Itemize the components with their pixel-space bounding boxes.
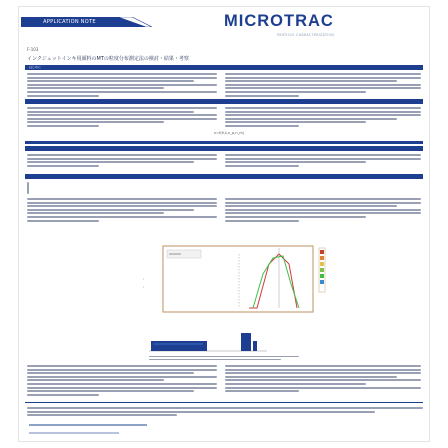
footer-line-2 bbox=[29, 432, 119, 434]
svg-text::: : bbox=[143, 285, 145, 289]
section-bar-3 bbox=[25, 141, 423, 144]
section-bar-4 bbox=[25, 174, 423, 179]
text-column-right-1 bbox=[225, 73, 421, 98]
brand-subtitle: PARTICLE CHARACTERIZATION bbox=[277, 33, 335, 37]
swoosh-decoration bbox=[118, 17, 152, 27]
bar-2 bbox=[241, 333, 251, 351]
figure-2-chart bbox=[149, 329, 269, 355]
section-bar-3b bbox=[25, 146, 423, 151]
text-column-left-4 bbox=[27, 198, 217, 223]
brand-logo: MICROTRAC bbox=[224, 12, 334, 30]
text-column-right-2 bbox=[225, 107, 421, 129]
bracket-mark bbox=[27, 182, 31, 196]
document-title: インクジェットインキ用顔料のMTの粒度分布測定法の検討・結果・考察 bbox=[27, 56, 189, 62]
formula-caption: n=f(θ,λ,n_p,n_m) bbox=[213, 131, 245, 135]
text-column-left-3 bbox=[27, 154, 217, 168]
document-header bbox=[21, 11, 429, 37]
figure-2-caption-lines bbox=[149, 356, 299, 362]
application-note-label: APPLICATION NOTE bbox=[21, 17, 118, 27]
section-bar-2 bbox=[25, 99, 423, 104]
text-column-left-1 bbox=[27, 73, 217, 98]
footer-line bbox=[29, 424, 147, 426]
section-bar-1 bbox=[25, 65, 423, 70]
bar-1 bbox=[151, 341, 207, 351]
svg-text::: : bbox=[143, 277, 145, 281]
document-id: F-103 bbox=[27, 47, 39, 52]
text-column-right-4 bbox=[225, 198, 421, 223]
section-title-1: はじめに bbox=[29, 65, 42, 69]
figure-1-chart bbox=[129, 244, 349, 318]
section-bar-5 bbox=[25, 402, 423, 403]
text-column-left-5 bbox=[27, 365, 217, 397]
text-column-left-2 bbox=[27, 107, 217, 129]
document-page bbox=[18, 6, 430, 442]
text-column-right-3 bbox=[225, 154, 421, 168]
text-column-right-5 bbox=[225, 365, 421, 394]
conclusion-text bbox=[27, 407, 423, 418]
bar-3 bbox=[253, 341, 257, 351]
